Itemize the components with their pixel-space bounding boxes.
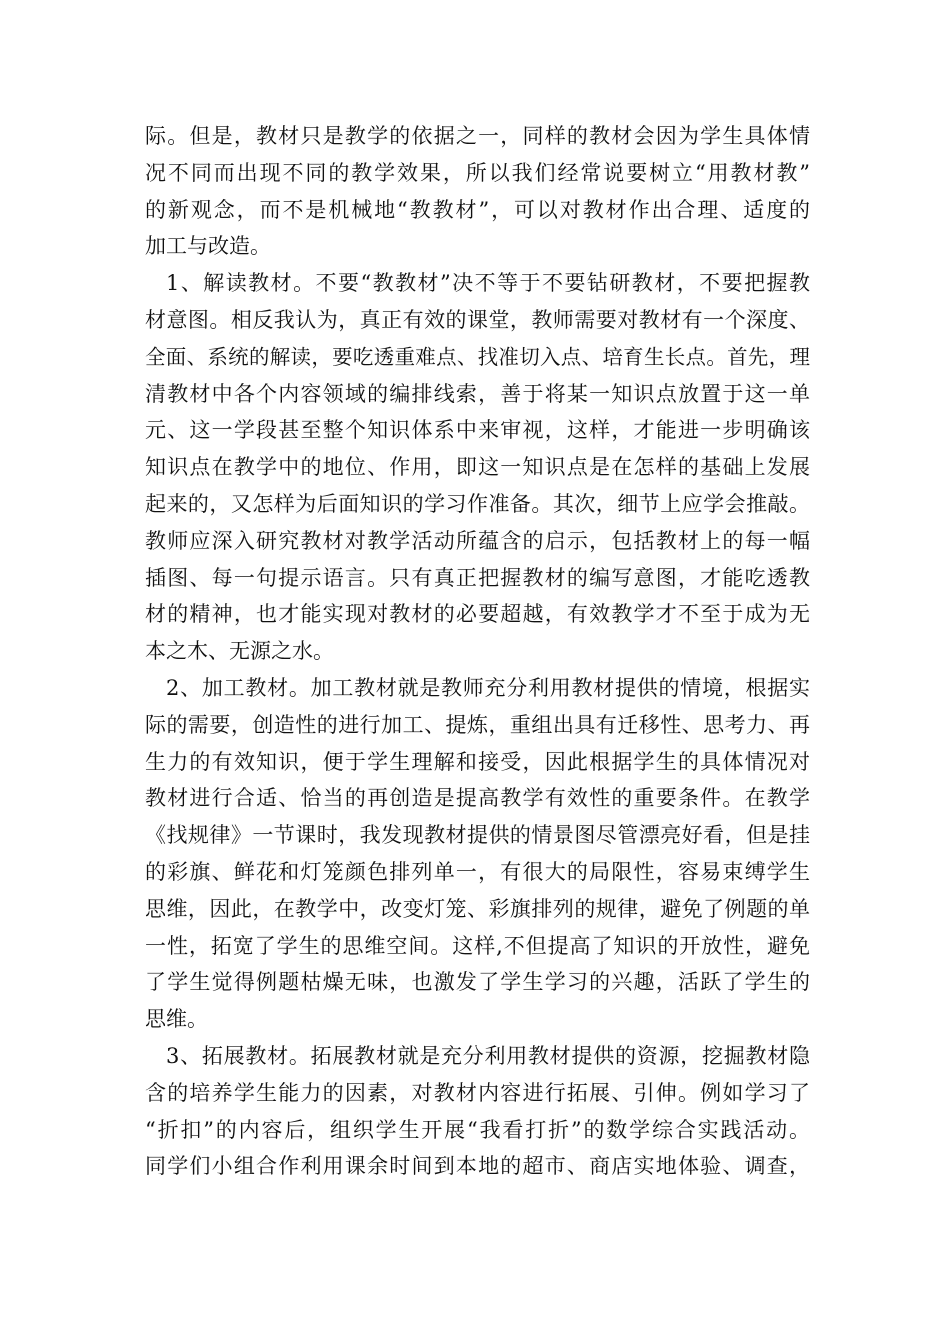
text-line: 知识点在教学中的地位、作用，即这一知识点是在怎样的基础上发展 — [145, 455, 810, 480]
text-line: 同学们小组合作利用课余时间到本地的超市、商店实地体验、调查， — [145, 1154, 810, 1179]
text-line: 含的培养学生能力的因素，对教材内容进行拓展、引伸。例如学习了 — [145, 1080, 810, 1105]
text-line: 加工与改造。 — [145, 234, 271, 259]
text-line: 本之木、无源之水。 — [145, 639, 334, 664]
text-line: 思维，因此，在教学中，改变灯笼、彩旗排列的规律，避免了例题的单 — [145, 896, 810, 921]
text-line: 思维。 — [145, 1007, 208, 1032]
text-line: 起来的，又怎样为后面知识的学习作准备。其次，细节上应学会推敲。 — [145, 491, 810, 516]
text-line: 《找规律》一节课时，我发现教材提供的情景图尽管漂亮好看，但是挂 — [145, 823, 810, 848]
text-line: 全面、系统的解读，要吃透重难点、找准切入点、培育生长点。首先，理 — [145, 344, 810, 369]
text-line: 一性，拓宽了学生的思维空间。这样,不但提高了知识的开放性，避免 — [145, 933, 810, 958]
text-line: 3、拓展教材。拓展教材就是充分利用教材提供的资源，挖掘教材隐 — [166, 1043, 810, 1068]
text-line: 插图、每一句提示语言。只有真正把握教材的编写意图，才能吃透教 — [145, 565, 810, 590]
text-line: 的新观念，而不是机械地“教教材”，可以对教材作出合理、适度的 — [145, 197, 810, 222]
body-text — [145, 118, 810, 1185]
text-line: 材意图。相反我认为，真正有效的课堂，教师需要对教材有一个深度、 — [145, 307, 810, 332]
text-line: 况不同而出现不同的教学效果，所以我们经常说要树立“用教材教” — [145, 160, 810, 185]
text-line: 教师应深入研究教材对教学活动所蕴含的启示，包括教材上的每一幅 — [145, 528, 810, 553]
text-line: 际的需要，创造性的进行加工、提炼，重组出具有迁移性、思考力、再 — [145, 712, 810, 737]
text-line: 生力的有效知识，便于学生理解和接受，因此根据学生的具体情况对 — [145, 749, 810, 774]
text-line: 际。但是，教材只是教学的依据之一，同样的教材会因为学生具体情 — [145, 124, 810, 148]
text-line: 2、加工教材。加工教材就是教师充分利用教材提供的情境，根据实 — [166, 675, 810, 700]
text-line: 元、这一学段甚至整个知识体系中来审视，这样，才能进一步明确该 — [145, 418, 810, 443]
text-line: 1、解读教材。不要“教教材”决不等于不要钻研教材，不要把握教 — [166, 271, 810, 296]
text-line: 的彩旗、鲜花和灯笼颜色排列单一，有很大的局限性，容易束缚学生 — [145, 859, 810, 884]
text-line: 教材进行合适、恰当的再创造是提高教学有效性的重要条件。在教学 — [145, 786, 810, 811]
text-line: 了学生觉得例题枯燥无味，也激发了学生学习的兴趣，活跃了学生的 — [145, 970, 810, 995]
text-line: 清教材中各个内容领域的编排线索，善于将某一知识点放置于这一单 — [145, 381, 810, 406]
text-line: 材的精神，也才能实现对教材的必要超越，有效教学才不至于成为无 — [145, 602, 810, 627]
text-line: “折扣”的内容后，组织学生开展“我看打折”的数学综合实践活动。 — [145, 1117, 810, 1142]
